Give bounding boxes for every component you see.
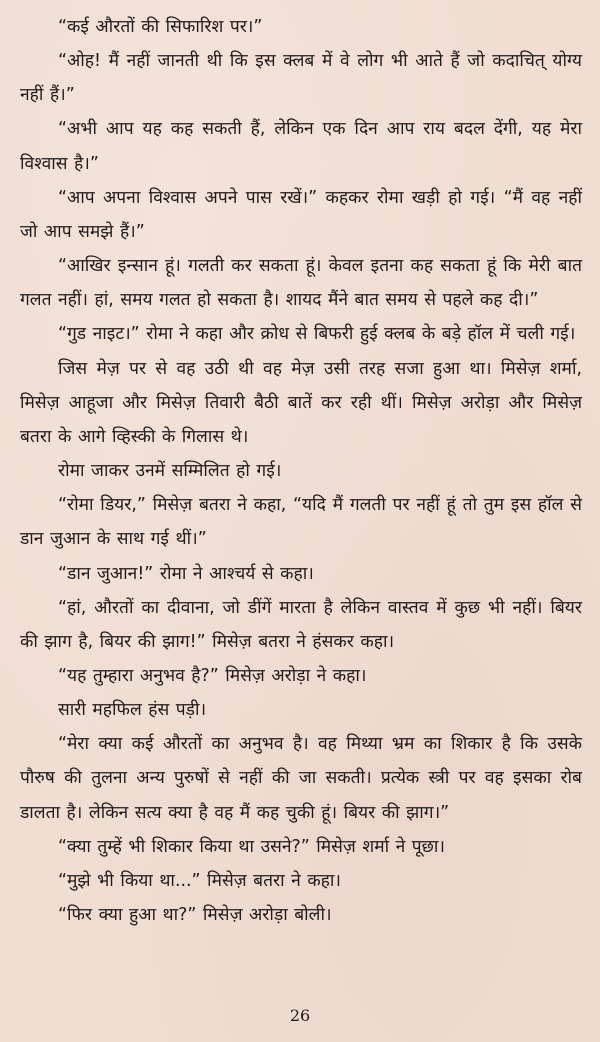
paragraph: जिस मेज़ पर से वह उठी थी वह मेज़ उसी तरह सजा हुआ था। मिसेज़ शर्मा, मिसेज़ आहूजा और मिसेज़ तिवारी बैठी बातें कर रही थीं। मिसेज़ अरोड़ा और मिसेज़ बतरा के आगे व्हिस्की के गिलास थे।: [20, 358, 582, 447]
paragraph: रोमा जाकर उनमें सम्मिलित हो गई।: [58, 461, 282, 482]
paragraph: “ओह! मैं नहीं जानती थी कि इस क्लब में वे लोग भी आते हैं जो कदाचित् योग्य नहीं हैं।”: [20, 51, 582, 106]
paragraph: “मुझे भी किया था...” मिसेज़ बतरा ने कहा।: [58, 870, 342, 891]
paragraph: “डान जुआन!” रोमा ने आश्चर्य से कहा।: [58, 563, 314, 584]
page-body-text: [20, 10, 582, 932]
page-number: 26: [289, 1006, 311, 1025]
paragraph: “रोमा डियर,” मिसेज़ बतरा ने कहा, “यदि मैं गलती पर नहीं हूं तो तुम इस हॉल से डान जुआन के साथ गई थीं।”: [20, 495, 582, 550]
paragraph: “क्या तुम्हें भी शिकार किया था उसने?” मिसेज़ शर्मा ने पूछा।: [58, 836, 445, 857]
paragraph: “कई औरतों की सिफारिश पर।”: [58, 17, 263, 37]
paragraph: “अभी आप यह कह सकती हैं, लेकिन एक दिन आप राय बदल देंगी, यह मेरा विश्वास है।”: [20, 119, 582, 174]
paragraph: “फिर क्या हुआ था?” मिसेज़ अरोड़ा बोली।: [58, 905, 332, 926]
paragraph: “आप अपना विश्वास अपने पास रखें।” कहकर रोमा खड़ी हो गई। “मैं वह नहीं जो आप समझे हैं।”: [20, 187, 582, 242]
paragraph: सारी महफिल हंस पड़ी।: [58, 700, 207, 721]
paragraph: “आखिर इन्सान हूं। गलती कर सकता हूं। केवल इतना कह सकता हूं कि मेरी बात गलत नहीं। हां, समय गलत हो सकता है। शायद मैंने बात समय से पहले कह दी।”: [20, 256, 582, 311]
paragraph: “मेरा क्या कई औरतों का अनुभव है। वह मिथ्या भ्रम का शिकार है कि उसके पौरुष की तुलना अन्य पुरुषों से नहीं की जा सकती। प्रत्येक स्त्री पर वह इसका रोब डालता है। लेकिन सत्य क्या है वह मैं कह चुकी हूं। बियर की झाग।”: [20, 734, 582, 823]
paragraph: “हां, औरतों का दीवाना, जो डींगें मारता है लेकिन वास्तव में कुछ भी नहीं। बियर की झाग है, बियर की झाग!” मिसेज़ बतरा ने हंसकर कहा।: [20, 597, 582, 652]
paragraph: “गुड नाइट।” रोमा ने कहा और क्रोध से बिफरी हुई क्लब के बड़े हॉल में चली गई।: [58, 324, 576, 345]
paragraph: “यह तुम्हारा अनुभव है?” मिसेज़ अरोड़ा ने कहा।: [58, 665, 367, 686]
